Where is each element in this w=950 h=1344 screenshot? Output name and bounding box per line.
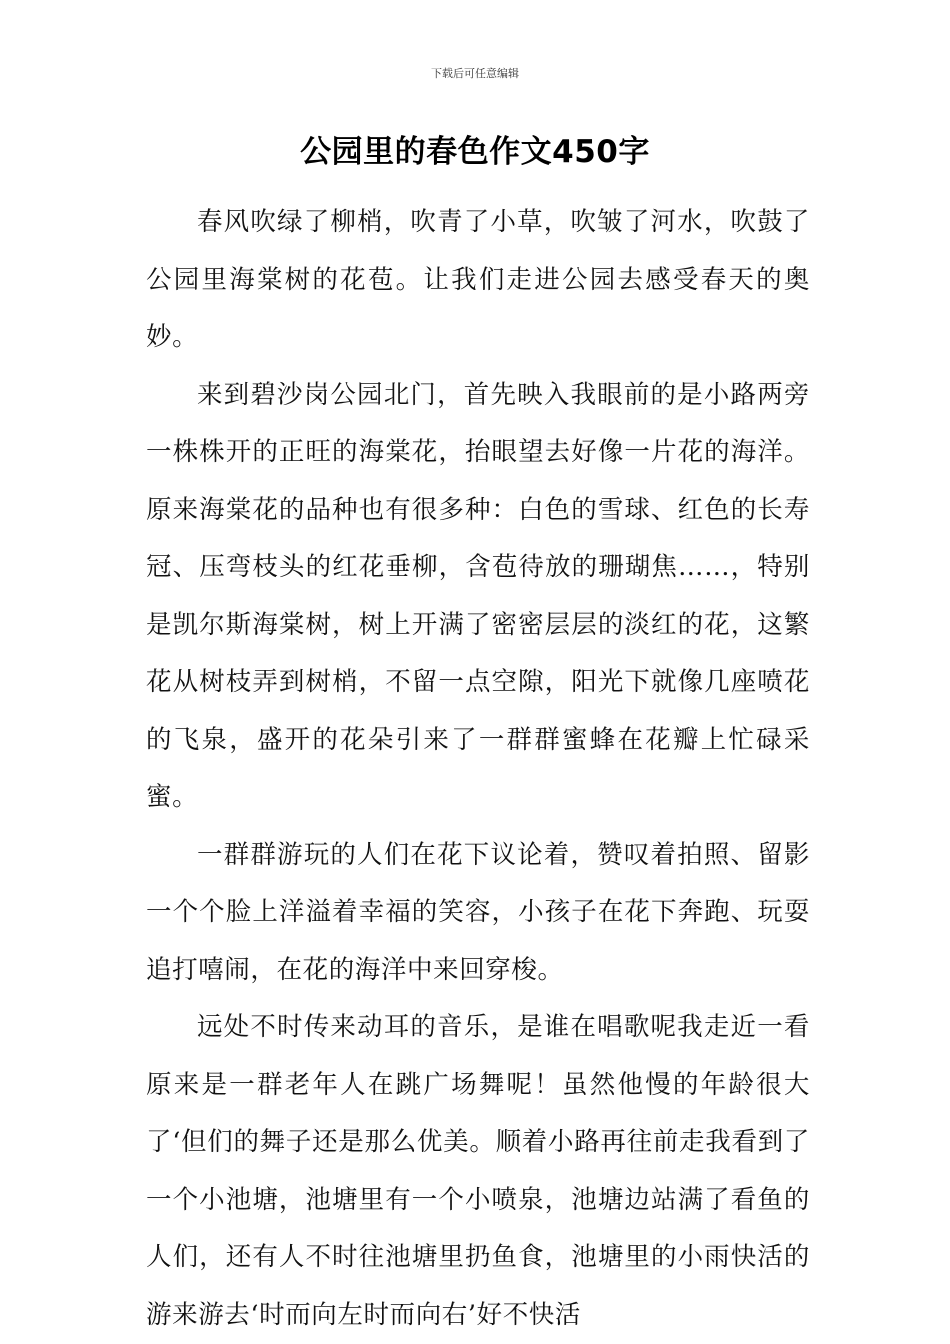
- document-body: [146, 194, 810, 1344]
- paragraph-3: 一群群游玩的人们在花下议论着，赞叹着拍照、留影一个个脸上洋溢着幸福的笑容，小孩子在花下奔跑、玩耍追打嘻闹，在花的海洋中来回穿梭。: [146, 839, 810, 985]
- paragraph-1: 春风吹绿了柳梢，吹青了小草，吹皱了河水，吹鼓了公园里海棠树的花苞。让我们走进公园去感受春天的奥妙。: [146, 207, 810, 352]
- paragraph-2: 来到碧沙岗公园北门，首先映入我眼前的是小路两旁一株株开的正旺的海棠花，抬眼望去好像一片花的海洋。原来海棠花的品种也有很多种：白色的雪球、红色的长寿冠、压弯枝头的红花垂柳，含苞待放的珊瑚焦……，特别是凯尔斯海棠树，树上开满了密密层层的淡红的花，这繁花从树枝弄到树梢，不留一点空隙，阳光下就像几座喷花的飞泉，盛开的花朵引来了一群群蜜蜂在花瓣上忙碌采蜜。: [146, 379, 810, 812]
- header-note: 下载后可任意编辑: [431, 67, 519, 80]
- document-title: 公园里的春色作文450字: [300, 134, 650, 170]
- paragraph-4: 远处不时传来动耳的音乐，是谁在唱歌呢我走近一看原来是一群老年人在跳广场舞呢！虽然他慢的年龄很大了‘但们的舞子还是那么优美。顺着小路再往前走我看到了一个小池塘，池塘里有一个小喷泉，池塘边站满了看鱼的人们，还有人不时往池塘里扔鱼食，池塘里的小雨快活的游来游去‘时而向左时而向右’好不快活: [146, 1012, 810, 1330]
